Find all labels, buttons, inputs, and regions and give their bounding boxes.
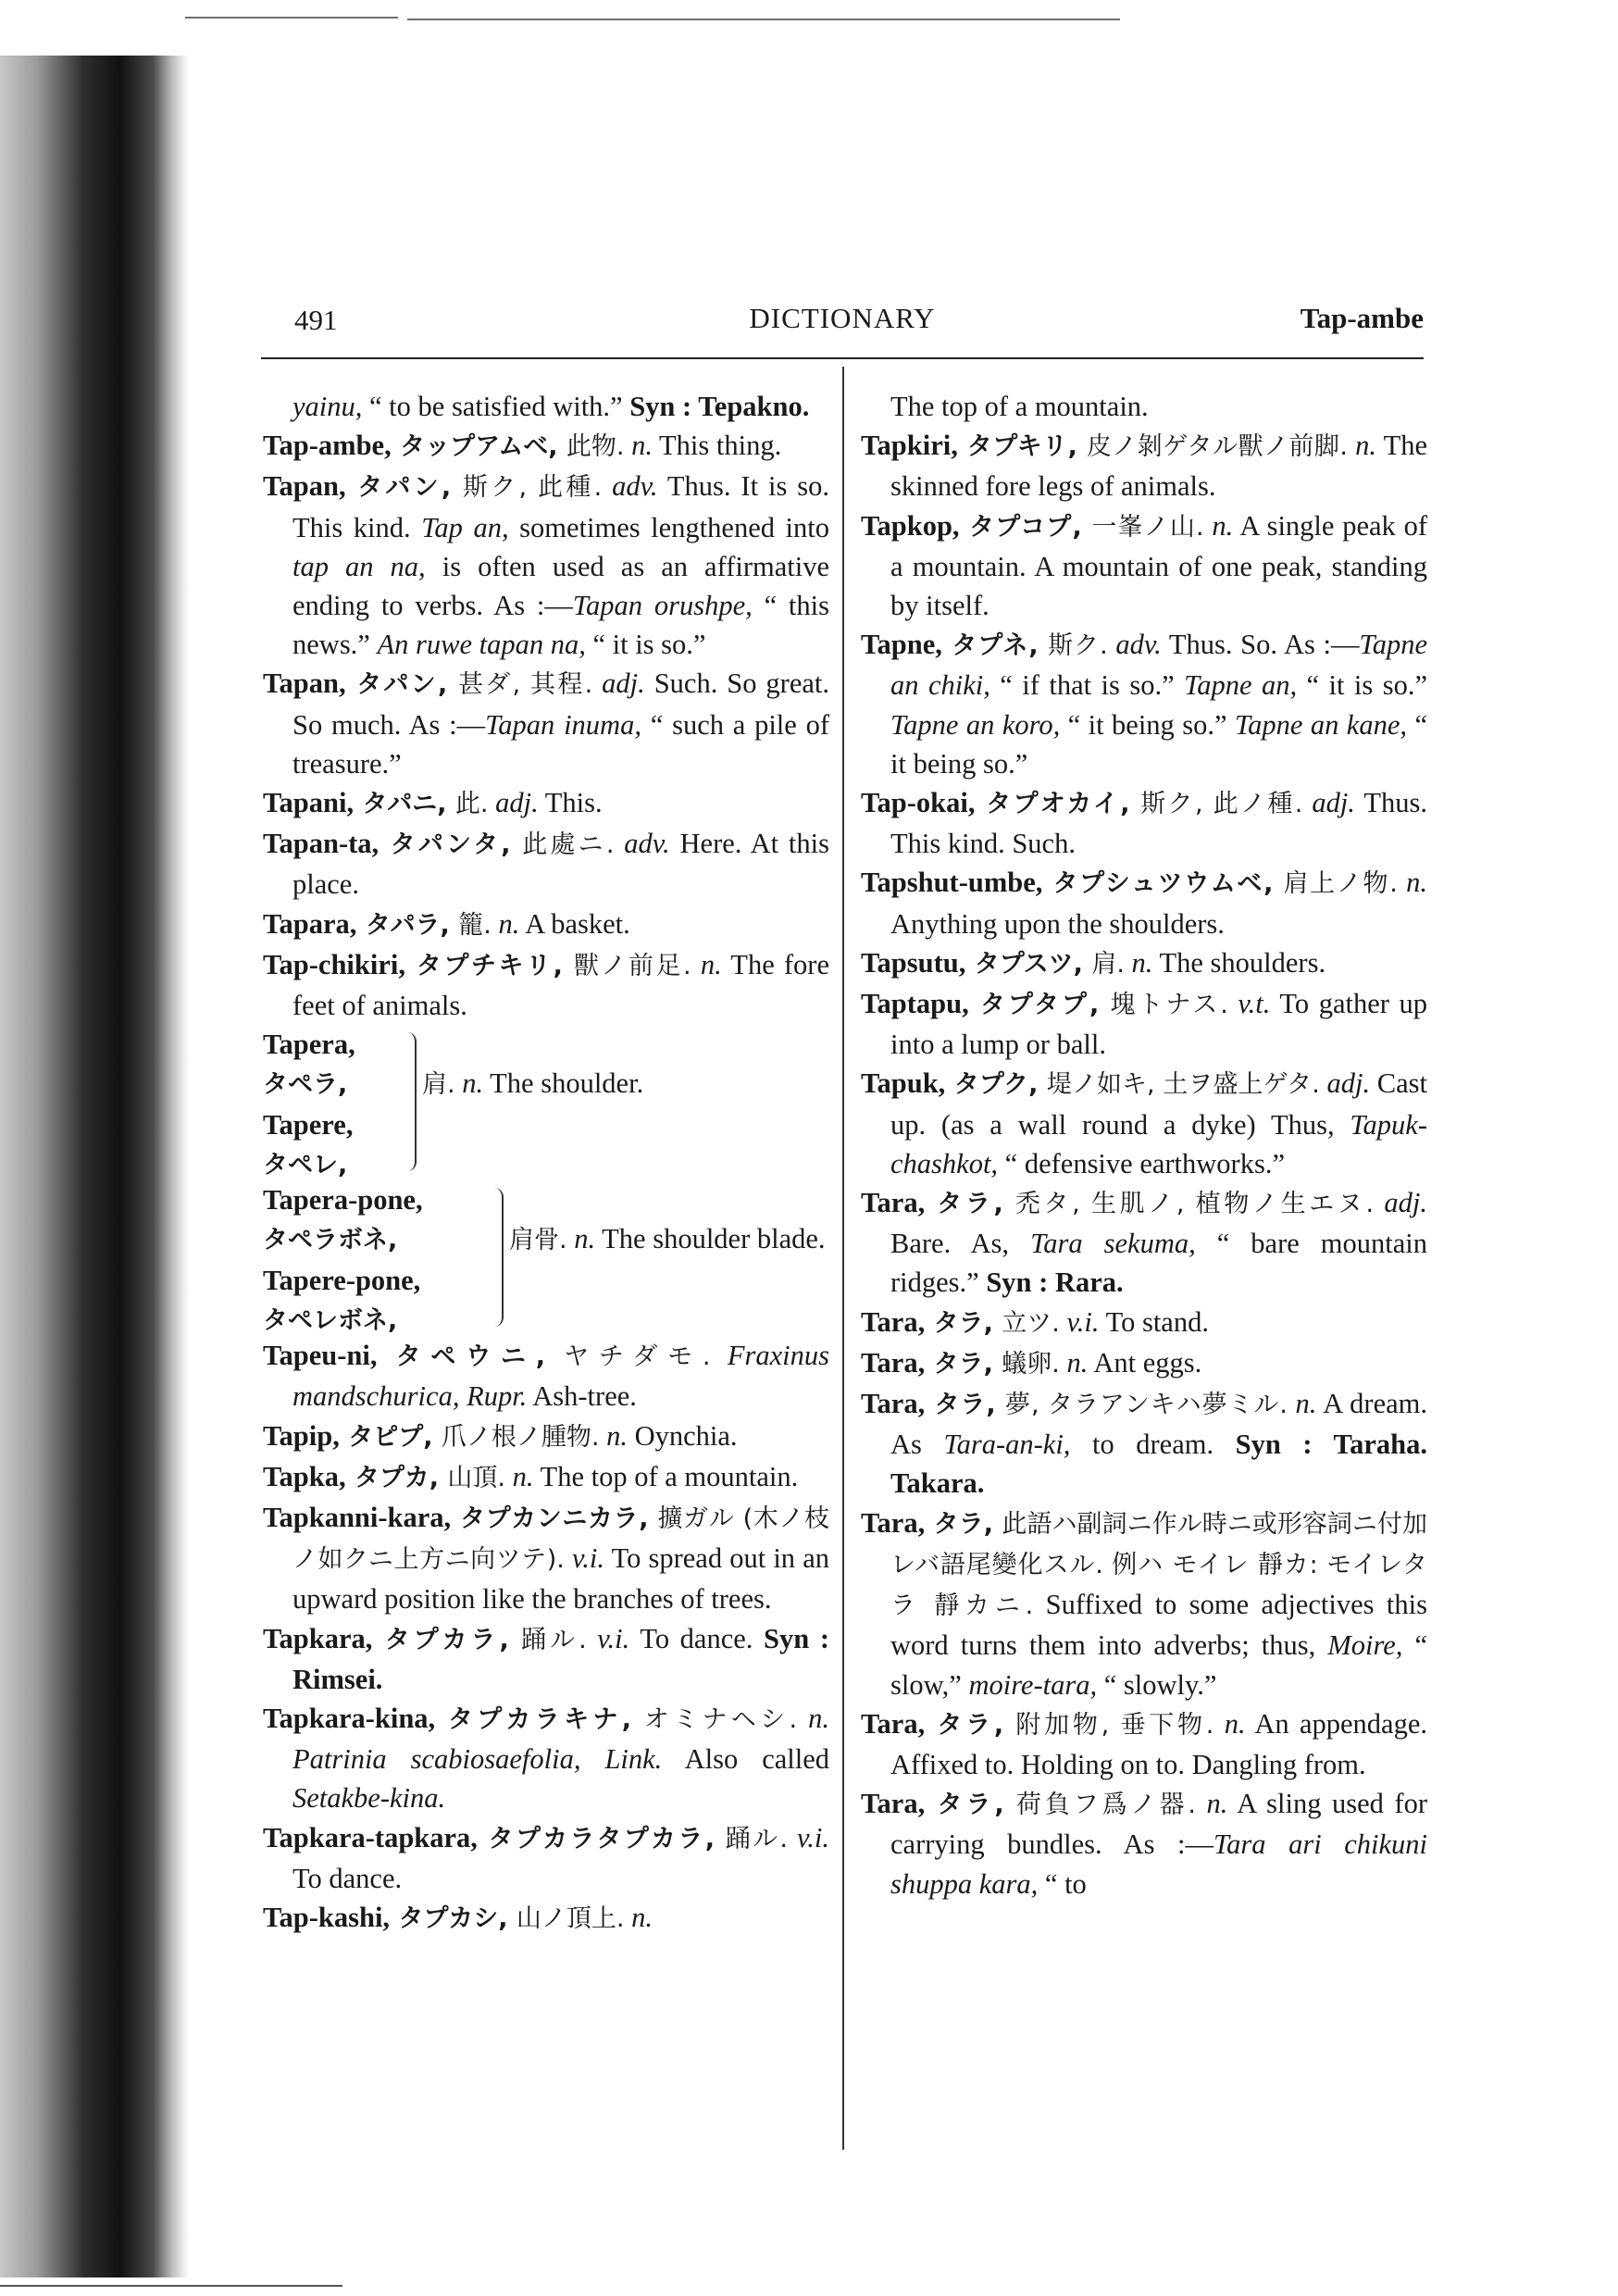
kana-reading: タプスツ, [965, 949, 1092, 979]
headword: Tapne, [861, 629, 942, 661]
definition: Bare. As, [890, 1228, 1031, 1260]
japanese-gloss: 肩上ノ物. [1283, 869, 1398, 899]
dictionary-entry [263, 1416, 829, 1457]
headword: Tapkara-kina, [263, 1703, 436, 1735]
dictionary-entry [263, 1818, 829, 1898]
headword: Tap-chikiri, [263, 948, 405, 980]
kana-reading: タプシュツウムベ, [1042, 869, 1284, 899]
dictionary-entry [861, 1504, 1427, 1704]
definition: To dance. [629, 1622, 765, 1654]
definition: “ it is so.” [585, 629, 706, 661]
definition: Thus. It is so. This kind. [292, 470, 830, 543]
group-definition [422, 1064, 643, 1104]
japanese-gloss: 蟻卵. [1002, 1349, 1060, 1379]
japanese-gloss: 禿タ, 生肌ノ, 植物ノ生エヌ. [1014, 1190, 1375, 1219]
japanese-gloss: 甚ダ, 其程. [457, 670, 593, 700]
synonym-word: Tepakno. [691, 391, 810, 422]
example-text: Tapne an kane, [1234, 708, 1407, 741]
japanese-gloss: 踊ル. [521, 1625, 587, 1654]
definition: To spread out in an upward position like the branches of trees. [292, 1542, 829, 1616]
headword: Tapkara-tapkara, [263, 1821, 478, 1853]
left-column [263, 387, 829, 1939]
example-text: Tapne an chiki, [890, 629, 1427, 702]
japanese-gloss: 肩. [1091, 949, 1125, 979]
dictionary-entry [263, 824, 829, 904]
japanese-gloss: 肩. [422, 1070, 455, 1100]
kana-reading: タプカラタプカラ, [477, 1824, 726, 1853]
japanese-gloss: 山ノ頂上. [516, 1904, 625, 1934]
part-of-speech: n. [504, 1460, 534, 1492]
kana-reading: タラ, [925, 1349, 1002, 1379]
kana-reading: タプコプ, [959, 512, 1092, 542]
headword: Tapan, [263, 668, 346, 700]
definition: A sling used for carrying bundles. As :— [890, 1788, 1427, 1861]
dictionary-entry [861, 506, 1427, 626]
japanese-gloss: 一峯ノ山. [1091, 512, 1204, 542]
japanese-gloss: 夢, タラアンキハ夢ミル. [1005, 1391, 1288, 1420]
synonym-word: Rimsei. [292, 1663, 383, 1695]
part-of-speech: n. [1214, 1707, 1246, 1740]
japanese-gloss: 爪ノ根ノ腫物. [441, 1422, 600, 1452]
kana-reading: タピプ, [339, 1422, 442, 1452]
right-column [861, 387, 1427, 1903]
dictionary-entry [263, 426, 829, 467]
headword: Tapara, [263, 907, 357, 940]
definition: The skinned fore legs of animals. [890, 430, 1428, 503]
synonym-word: Rara. [1048, 1267, 1124, 1299]
headword: Tapip, [263, 1419, 340, 1452]
part-of-speech: n. [1397, 867, 1428, 899]
definition: Here. At this place. [292, 828, 829, 901]
example-text: Tapne an koro, [890, 708, 1061, 741]
dictionary-entry [861, 1303, 1427, 1343]
headword: Tapkiri, [861, 430, 958, 462]
dictionary-entry [263, 905, 829, 945]
dictionary-entry [861, 1064, 1427, 1183]
scanned-page-edge [0, 56, 190, 2277]
part-of-speech: n. [624, 430, 653, 462]
kana-reading: タパン, [345, 670, 458, 700]
kana-reading: タパン, [345, 473, 463, 503]
japanese-gloss: 斯ク, 此種. [462, 473, 603, 503]
japanese-gloss: 獸ノ前足. [573, 951, 691, 980]
dictionary-entry [861, 1343, 1427, 1384]
example-text: moire-tara, [968, 1668, 1098, 1701]
example-text: Tapan orushpe, [572, 590, 753, 622]
headword-group [263, 1180, 423, 1341]
headword: Tara, [861, 1187, 926, 1219]
definition: “ slowly.” [1097, 1668, 1217, 1701]
japanese-gloss: 附加物, 垂下物. [1015, 1710, 1214, 1740]
kana-reading: タラ, [925, 1509, 1002, 1539]
definition: A basket. [519, 907, 630, 940]
definition: “ if that is so.” [989, 669, 1185, 702]
kana-reading: タプタプ, [968, 991, 1111, 1020]
example-text: Tara ari chikuni shuppa kara, [890, 1828, 1427, 1900]
kana-reading: タペラ, [263, 1070, 348, 1100]
headword: Tapera, [263, 1029, 355, 1061]
headword: Tara, [861, 1346, 926, 1379]
column-divider [842, 367, 844, 2150]
headword: Tapeu-ni, [263, 1340, 378, 1372]
headword: Tap-kashi, [263, 1902, 391, 1934]
example-text: Tapan inuma, [485, 708, 641, 741]
part-of-speech: n. [566, 1223, 596, 1255]
definition: To stand. [1099, 1305, 1209, 1338]
dictionary-entry [263, 1898, 829, 1939]
japanese-gloss: オミナヘシ. [643, 1705, 798, 1735]
definition: An appendage. Affixed to. Holding on to. Dangling from. [890, 1707, 1428, 1780]
headword: Tapkop, [861, 509, 960, 542]
scientific-name: Fraxinus mandschurica, Rupr. [292, 1340, 829, 1413]
kana-reading: タプキリ, [957, 432, 1087, 462]
page-header [261, 298, 1424, 346]
headword: Tara, [861, 1305, 926, 1338]
japanese-gloss: 此物. [566, 432, 625, 462]
example-text: Tara-an-ki, [943, 1429, 1071, 1461]
dictionary-entry [861, 863, 1427, 942]
dictionary-entry [861, 984, 1427, 1064]
example-text: Tap an, [421, 511, 509, 543]
part-of-speech: adj. [1319, 1067, 1371, 1100]
japanese-gloss: 籠. [458, 910, 492, 940]
example-text: Tara sekuma, [1030, 1228, 1196, 1260]
definition: “ to [1038, 1867, 1087, 1900]
kana-reading: タラ, [925, 1710, 1016, 1740]
dictionary-entry [263, 783, 829, 824]
part-of-speech: n. [454, 1067, 484, 1100]
definition: The top of a mountain. [533, 1460, 799, 1492]
japanese-gloss: 山頂. [447, 1463, 505, 1492]
japanese-gloss: 堤ノ如キ, 土ヲ盛上ゲタ. [1046, 1070, 1320, 1100]
scientific-name: Patrinia scabiosaefolia, Link. [292, 1743, 663, 1776]
definition: to dream. [1070, 1429, 1236, 1461]
part-of-speech: n. [1348, 430, 1377, 462]
definition: “ slow,” [890, 1629, 1427, 1701]
part-of-speech: v.i. [564, 1542, 604, 1575]
dictionary-entry [861, 1384, 1427, 1504]
japanese-gloss: ヤチダモ. [564, 1342, 711, 1372]
kana-reading: タラ, [925, 1190, 1015, 1219]
japanese-gloss: 立ツ. [1002, 1308, 1060, 1338]
definition: “ this news.” [292, 590, 829, 661]
part-of-speech: n. [491, 907, 520, 940]
japanese-gloss: 此語ハ副詞ニ作ル時ニ或形容詞ニ付加レバ語尾變化スル. 例ハ モイレ 靜カ: モイレタラ 靜カニ. [890, 1509, 1427, 1621]
kana-reading: タプオカイ, [975, 790, 1141, 819]
definition: “ it being so.” [890, 708, 1427, 780]
kana-reading: タパラ, [356, 910, 459, 940]
part-of-speech: v.t. [1227, 988, 1271, 1020]
headword: Taptapu, [861, 988, 969, 1020]
dictionary-entry [263, 1699, 829, 1818]
headword: Tapani, [263, 787, 355, 819]
definition: Thus. This kind. Such. [890, 787, 1427, 860]
top-rule [185, 17, 398, 19]
definition: Anything upon the shoulders. [890, 907, 1225, 940]
kana-reading: タプネ, [941, 631, 1049, 661]
headword: Tapkanni-kara, [263, 1502, 452, 1534]
definition: Ash-tree. [527, 1380, 637, 1413]
kana-reading: タプク, [945, 1070, 1047, 1100]
headword: Tapkara, [263, 1622, 373, 1654]
grouping-brace [407, 1032, 417, 1171]
kana-reading: タプチキリ, [404, 951, 574, 980]
dictionary-entry [861, 1784, 1427, 1903]
definition: “ bare mountain ridges.” [890, 1228, 1427, 1299]
japanese-gloss: 塊トナス. [1110, 991, 1228, 1020]
headword: Tapuk, [861, 1067, 946, 1100]
headword: Tapshut-umbe, [861, 867, 1043, 899]
kana-reading: タペウニ, [377, 1342, 565, 1372]
dictionary-entry [263, 467, 829, 664]
headword: Tapan-ta, [263, 828, 380, 860]
headword: Tapera-pone, [263, 1184, 423, 1217]
dictionary-entry [263, 945, 829, 1025]
part-of-speech: v.i. [788, 1821, 829, 1853]
group-definition [509, 1219, 829, 1260]
dictionary-entry [263, 1457, 829, 1498]
headword: Tap-ambe, [263, 430, 392, 462]
kana-reading: タプカ, [345, 1463, 448, 1492]
definition: Cast up. (as a wall round a dyke) Thus, [890, 1067, 1427, 1141]
definition: To gather up into a lump or ball. [890, 988, 1428, 1061]
definition: “ it is so.” [1297, 669, 1428, 702]
definition: is often used as an affirmative ending to verbs. As :— [292, 550, 829, 622]
running-title: DICTIONARY [749, 302, 936, 334]
headword: Tara, [861, 1707, 926, 1740]
headword: Tapan, [263, 470, 346, 503]
part-of-speech: adv. [602, 470, 658, 503]
part-of-speech: n. [1203, 509, 1234, 542]
example-text: An ruwe tapan na, [377, 629, 586, 661]
example-text: Moire, [1327, 1629, 1403, 1662]
synonym-label: Syn : [629, 391, 692, 422]
headword: Tapere, [263, 1108, 354, 1141]
kana-reading: タパニ, [354, 790, 455, 819]
dictionary-entry [861, 625, 1427, 783]
part-of-speech: n. [1059, 1346, 1089, 1379]
synonym-word: Taraha. Takara. [890, 1429, 1427, 1500]
headword: Tara, [861, 1788, 926, 1820]
kana-reading: タプカラ, [372, 1625, 522, 1654]
grouped-entry-shoulder [263, 1025, 829, 1180]
part-of-speech: n. [1195, 1788, 1228, 1820]
dictionary-entry [861, 426, 1427, 505]
part-of-speech: n. [599, 1419, 628, 1452]
example-text: Tapuk-chashkot, [890, 1108, 1427, 1179]
headword: Tapere-pone, [263, 1264, 421, 1296]
example-text: tap an na, [292, 550, 426, 582]
kana-reading: タペラボネ, [263, 1226, 398, 1255]
part-of-speech: v.i. [1059, 1305, 1100, 1338]
part-of-speech: n. [691, 948, 722, 980]
grouped-entry-shoulder-blade [263, 1180, 829, 1336]
dictionary-entry [861, 387, 1427, 426]
kana-reading: タラ, [925, 1308, 1002, 1338]
dictionary-entry [861, 783, 1427, 863]
dictionary-entry [861, 1183, 1427, 1303]
definition: The shoulder blade. [595, 1223, 826, 1255]
japanese-gloss: 此處ニ. [522, 830, 615, 860]
part-of-speech: adj. [1302, 787, 1355, 819]
dictionary-entry [263, 1619, 829, 1699]
dictionary-entry [861, 943, 1427, 984]
synonym-label: Syn : [764, 1622, 829, 1654]
dictionary-entry [263, 1498, 829, 1619]
definition: Oynchia. [627, 1419, 738, 1452]
synonym-label: Syn : [986, 1267, 1049, 1299]
dictionary-entry [263, 1336, 829, 1416]
definition: Also called [662, 1743, 830, 1776]
kana-reading: タプカンニカラ, [451, 1504, 658, 1534]
part-of-speech: v.i. [586, 1622, 630, 1654]
grouping-brace [494, 1188, 504, 1327]
definition: The fore feet of animals. [292, 948, 829, 1022]
japanese-gloss: 荷負フ爲ノ器. [1015, 1791, 1196, 1820]
top-rule [407, 19, 1120, 20]
japanese-gloss: 擴ガル (木ノ枝ノ如クニ上方ニ向ツテ). [292, 1504, 829, 1575]
definition: sometimes lengthened into [508, 511, 829, 543]
part-of-speech: n. [1287, 1388, 1317, 1420]
japanese-gloss: 踊ル. [725, 1824, 789, 1853]
part-of-speech: adj. [488, 787, 539, 819]
headword: Tapka, [263, 1460, 346, 1492]
japanese-gloss: 肩骨. [509, 1226, 567, 1255]
example-text: Tapne an, [1184, 669, 1298, 702]
synonym-label: Syn : [1235, 1429, 1313, 1461]
japanese-gloss: 皮ノ剝ゲタル獸ノ前脚. [1086, 432, 1349, 462]
definition: Thus. So. As :— [1161, 629, 1360, 661]
example-text: yainu, [292, 391, 363, 422]
example-text: Setakbe-kina. [292, 1782, 446, 1815]
part-of-speech: adv. [614, 828, 670, 860]
guide-word: Tap-ambe [1300, 302, 1424, 334]
japanese-gloss: 斯ク, 此ノ種. [1140, 790, 1303, 819]
definition: Such. So great. So much. As :— [292, 668, 830, 741]
part-of-speech: n. [797, 1703, 829, 1735]
definition: “ such a pile of treasure.” [292, 708, 829, 780]
kana-reading: タラ, [925, 1391, 1006, 1420]
definition: Ant eggs. [1088, 1346, 1202, 1379]
bottom-rule [0, 2285, 342, 2287]
kana-reading: タラ, [925, 1791, 1016, 1820]
definition: The top of a mountain. [890, 391, 1149, 422]
definition: “ defensive earthworks.” [998, 1147, 1285, 1179]
part-of-speech: adv. [1107, 629, 1162, 661]
definition: A dream. As [890, 1388, 1427, 1461]
dictionary-entry [263, 664, 829, 783]
page-number: 491 [294, 304, 338, 336]
definition: A single peak of a mountain. A mountain of one peak, standing by itself. [890, 509, 1428, 622]
header-rule [261, 357, 1424, 359]
kana-reading: タプカラキナ, [435, 1705, 644, 1735]
dictionary-entry [861, 1704, 1427, 1784]
kana-reading: タパンタ, [379, 830, 523, 860]
definition: “ to be satisfied with.” [362, 391, 630, 422]
definition: To dance. [292, 1862, 403, 1894]
definition: This. [538, 787, 603, 819]
part-of-speech: adj. [592, 668, 645, 700]
headword: Tapsutu, [861, 946, 966, 979]
part-of-speech: n. [624, 1902, 653, 1934]
definition: “ it being so.” [1060, 708, 1235, 741]
headword: Tap-okai, [861, 787, 976, 819]
kana-reading: タペレ, [263, 1150, 348, 1179]
headword: Tara, [861, 1388, 926, 1420]
part-of-speech: adj. [1374, 1187, 1427, 1219]
dictionary-entry [263, 387, 829, 426]
part-of-speech: n. [1124, 946, 1153, 979]
japanese-gloss: 斯ク. [1048, 631, 1108, 661]
definition: Suffixed to some adjectives this word turns them into adverbs; thus, [890, 1589, 1427, 1662]
definition: This thing. [652, 430, 782, 462]
headword-group [263, 1025, 355, 1185]
japanese-gloss: 此. [454, 790, 489, 819]
headword: Tara, [861, 1506, 926, 1539]
definition: The shoulder. [483, 1067, 644, 1100]
kana-reading: タップアムベ, [391, 432, 566, 462]
definition: The shoulders. [1152, 946, 1326, 979]
kana-reading: タペレボネ, [263, 1305, 398, 1335]
kana-reading: タプカシ, [390, 1904, 517, 1934]
